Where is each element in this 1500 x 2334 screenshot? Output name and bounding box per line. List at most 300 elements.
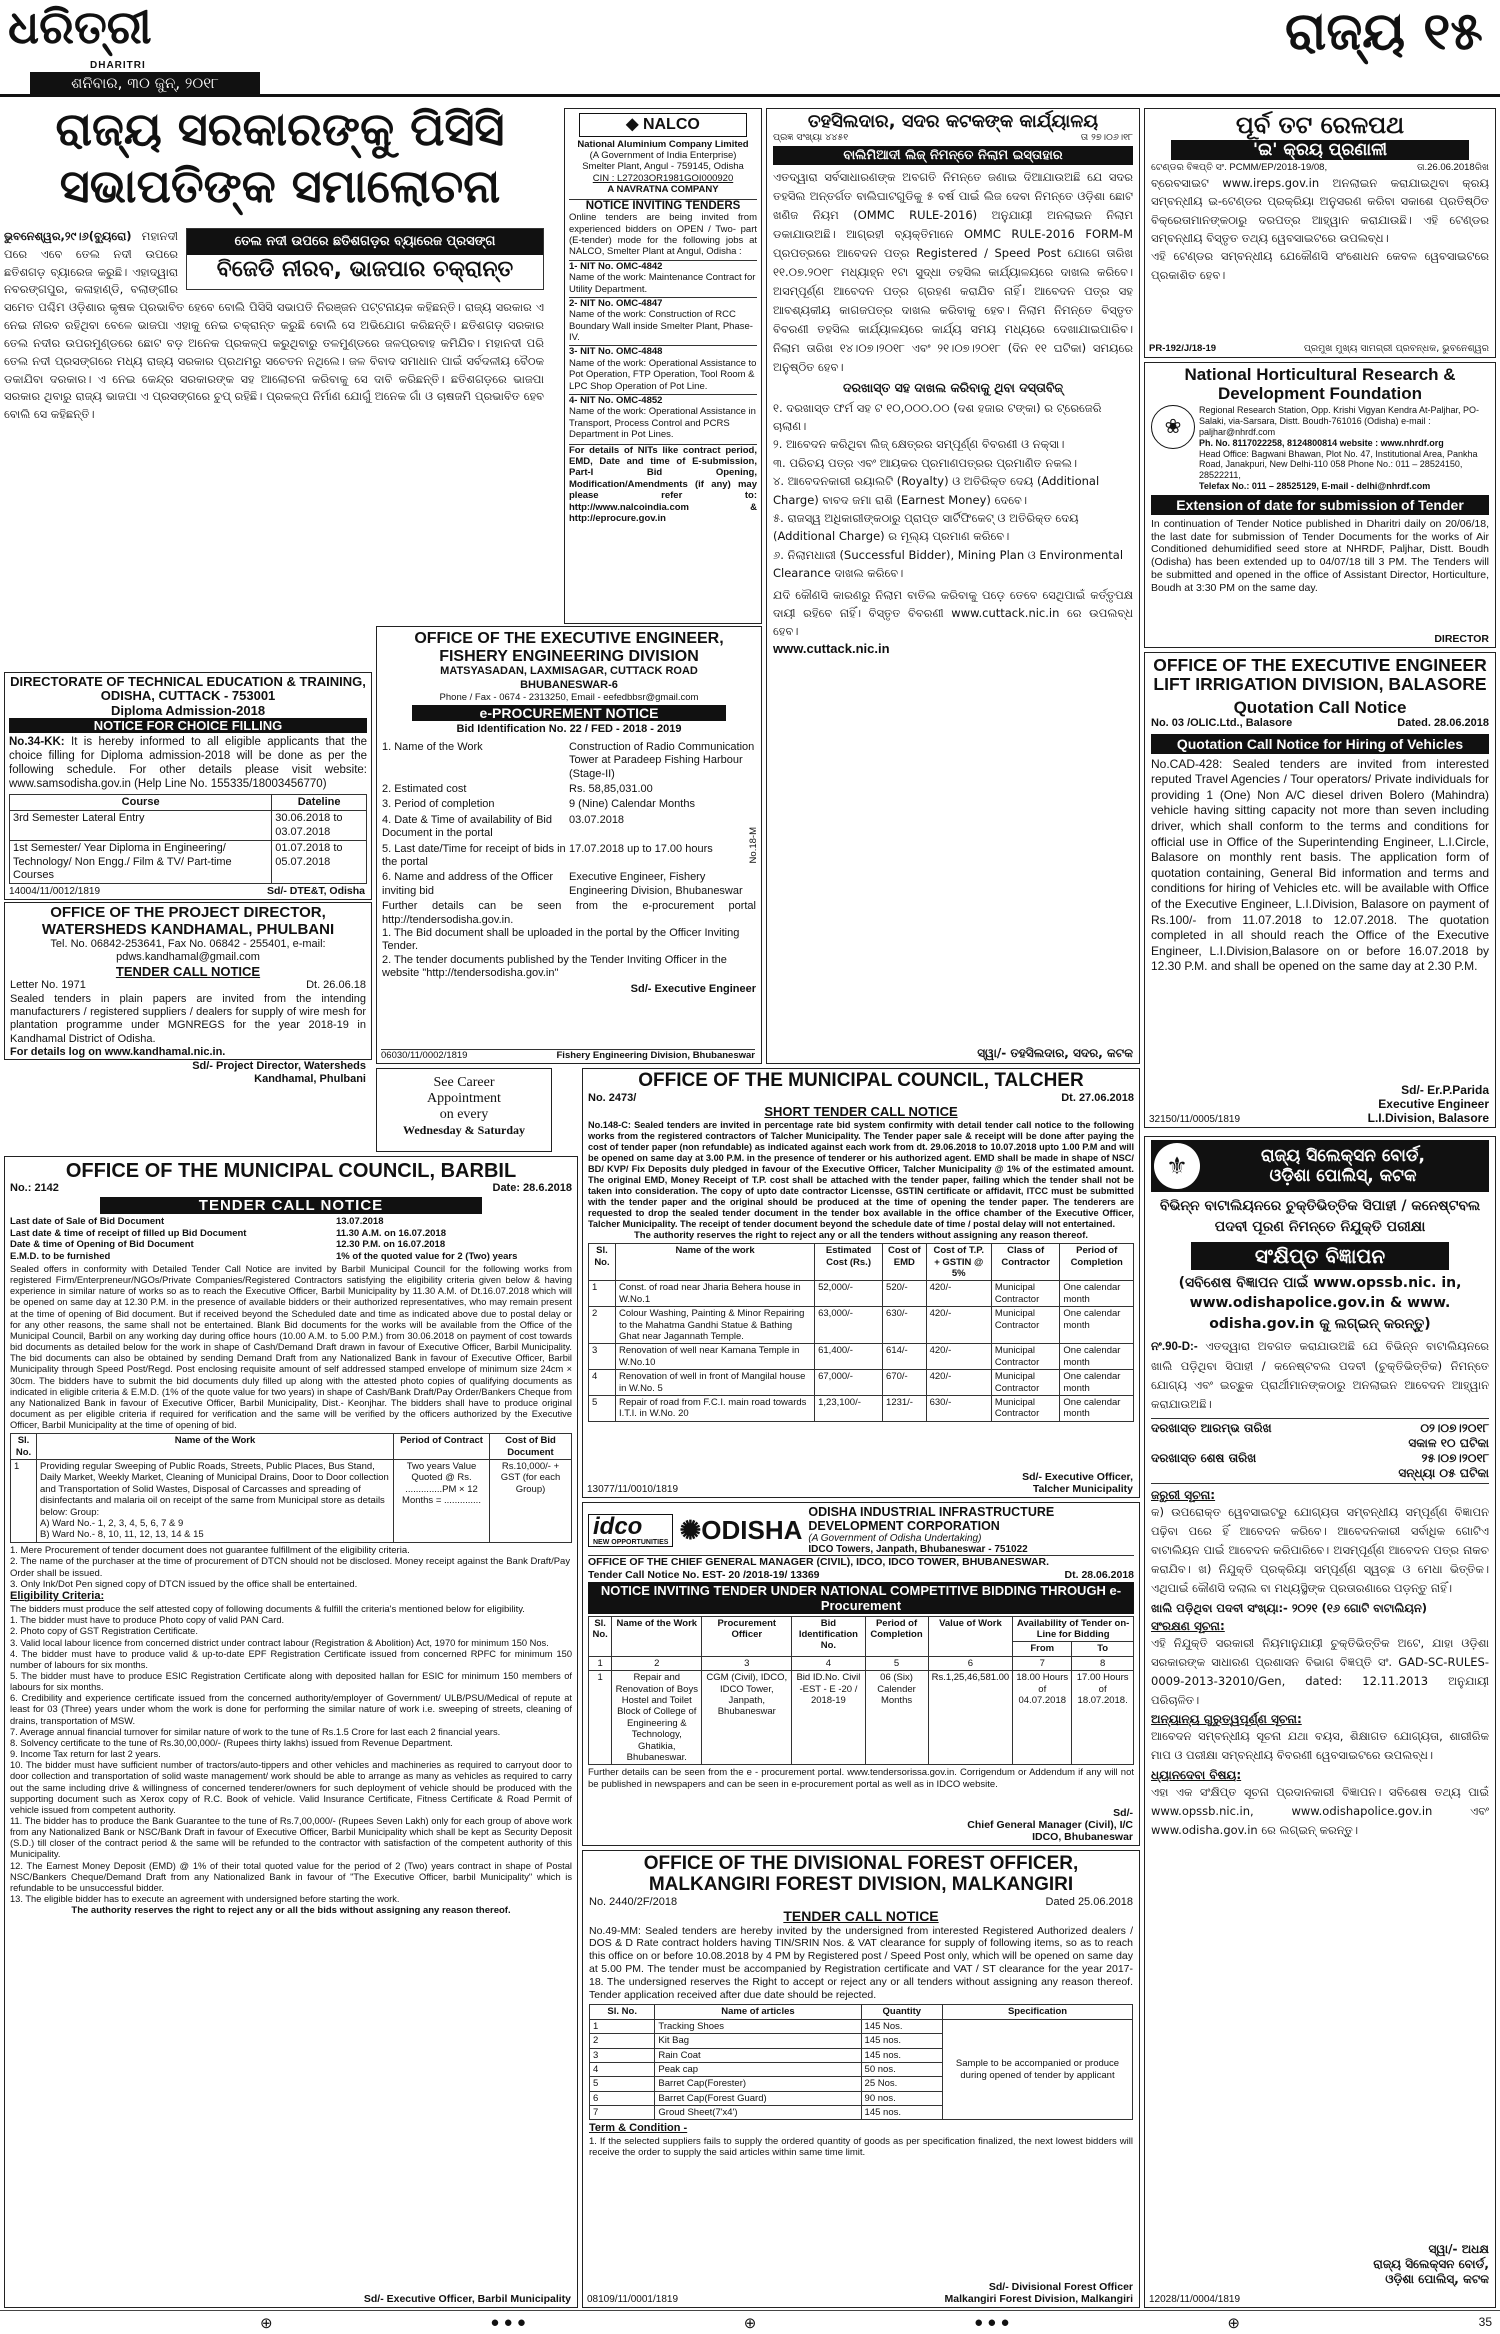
nhrdf-addr-2: Ph. No. 8117022258, 8124800814 website : www.nhrdf.org xyxy=(1199,437,1444,448)
fishery-signature: Sd/- Executive Engineer xyxy=(630,982,756,995)
police-date2-label: ଦରଖାସ୍ତ ଶେଷ ତାରିଖ xyxy=(1151,1450,1257,1465)
fishery-ref: 06030/11/0002/1819 xyxy=(381,1049,468,1061)
balasore-no-row xyxy=(1151,717,1489,730)
reg-mark-icon: ⊕ xyxy=(260,2315,273,2332)
career-line-3: on every xyxy=(439,1107,489,1122)
police-ad-wrap xyxy=(1151,1337,1489,1414)
barbil-no: No.: 2142 xyxy=(10,1182,59,1194)
table-cell: 61,400/- xyxy=(815,1344,883,1370)
fishery-ref-row xyxy=(381,1049,755,1061)
police-websites: (ସବିଶେଷ ବିଜ୍ଞାପନ ପାଇଁ www.opssb.nic. in, www.odishapolice.gov.in & www. odisha.gov.in କୁ ଲଗ୍ଇନ୍ କରନ୍ତୁ) xyxy=(1178,1275,1462,1332)
police-ad-no: ନଂ.90-D:- xyxy=(1151,1340,1198,1353)
list-item: 11. The bidder has to produce the Bank Guarantee to the tune of Rs.7,00,000/- (Rupees Seven Lakh) only for each group of above work from any Nationalized Bank or NSC/Bank Draft in favour of Executive Officer, Barbil Municipality which shall be kept as Security Deposit (S.D.) till closer of the contract period & the same will be refunded to the contractor with satisfaction of the competent authority of this Municipality. xyxy=(10,1816,572,1860)
list-item: ୨. ଆବେଦନ କରିଥିବା ଲିଜ୍ କ୍ଷେତ୍ରର ସମ୍ପୂର୍ଣ୍ଣ ବିବରଣୀ ଓ ନକ୍ସା। xyxy=(773,437,1065,452)
nhrdf-logo: ❀ xyxy=(1151,405,1195,449)
police-sig xyxy=(1373,2242,1489,2287)
nalco-govt: (A Government of India Enterprise) xyxy=(589,149,737,161)
table-header: Class of Contractor xyxy=(991,1244,1059,1281)
table-header: Cost of T.P. + GSTIN @ 5% xyxy=(926,1244,991,1281)
barbil-date-label: Last date of Sale of Bid Document xyxy=(10,1216,165,1228)
list-item xyxy=(569,345,757,392)
balasore-sig-2: Executive Engineer xyxy=(1378,1097,1489,1111)
watershed-sig-2: Kandhamal, Phulbani xyxy=(254,1072,366,1085)
table-cell: 420/- xyxy=(926,1307,991,1344)
table-header-row xyxy=(589,1244,1134,1281)
career-line-4: Wednesday & Saturday xyxy=(402,1123,526,1137)
nhrdf-addr-1: Regional Research Station, Opp. Krishi Vigyan Kendra At-Paljhar, PO-Salaki, via-Sarsara, Distt. Boudh-761016 (Odisha) e-mail : paljhar@nhrdf.com xyxy=(1199,405,1479,437)
idco-tcn-row xyxy=(588,1569,1134,1582)
police-posts: ଖାଲି ପଡ଼ିଥିବା ପଦବୀ ସଂଖ୍ୟା:- ୨୦୨୧ (୧୬ ଗୋଟି ବାଟାଲିୟନ) xyxy=(1151,1600,1427,1615)
list-item: 3. Valid local labour licence from concerned district under contract labour (Registration & Abolition) Act, 1970 for minimum 150 Nos. xyxy=(10,1637,549,1648)
railway-title: ପୂର୍ବ ତଟ ରେଳପଥ xyxy=(1235,111,1405,139)
table-cell: 4 xyxy=(589,1370,616,1396)
nalco-work: Name of the work: Operational Assistance in Transport, Process Control and PCRS Department in Pot Lines. xyxy=(569,406,756,441)
malkangiri-notice xyxy=(582,1850,1140,2308)
table-cell: 145 Nos. xyxy=(861,2019,942,2033)
balasore-sig-3: L.I.Division, Balasore xyxy=(1367,1111,1489,1125)
railway-subtitle: 'ଇ' କ୍ରୟ ପ୍ରଣାଳୀ xyxy=(1171,140,1469,160)
fishery-row-label: 1. Name of the Work xyxy=(382,740,483,753)
nalco-notice xyxy=(564,108,762,624)
fishery-contact: Phone / Fax - 0674 - 2313250, Email - eefedbbsr@gmail.com xyxy=(439,692,699,703)
table-cell: One calendar month xyxy=(1060,1395,1134,1421)
table-row xyxy=(10,841,367,884)
list-item xyxy=(382,871,756,898)
police-imp-title: ଜରୁରୀ ସୂଚନା: xyxy=(1151,1487,1216,1502)
balasore-no: No. 03 /OLIC.Ltd., Balasore xyxy=(1151,717,1293,730)
nalco-nit: 1- NIT No. OMC-4842 xyxy=(569,260,663,272)
lead-body-left xyxy=(4,228,544,668)
table-cell: Rain Coat xyxy=(655,2048,861,2062)
nhrdf-notice xyxy=(1144,362,1496,648)
watershed-letter-row xyxy=(10,979,366,992)
table-cell: One calendar month xyxy=(1060,1370,1134,1396)
table-cell: Const. of road near Jharia Behera house in W.No.1 xyxy=(615,1281,814,1307)
watershed-tender-title: TENDER CALL NOTICE xyxy=(115,963,261,979)
table-row xyxy=(589,1281,1134,1307)
tahasil-website[interactable]: www.cuttack.nic.in xyxy=(773,640,890,656)
table-cell: One calendar month xyxy=(1060,1344,1134,1370)
idco-corp-1: ODISHA INDUSTRIAL INFRASTRUCTURE xyxy=(808,1505,1055,1519)
idco-sig-2: Chief General Manager (Civil), I/C xyxy=(967,1819,1133,1831)
dte-ref: 14004/11/0012/1819 xyxy=(9,886,101,897)
table-header: Cost of EMD xyxy=(883,1244,927,1281)
nalco-items xyxy=(569,260,757,441)
watershed-letter-no: Letter No. 1971 xyxy=(10,979,86,992)
table-cell xyxy=(37,1460,394,1543)
table-header: From xyxy=(1013,1642,1072,1656)
barbil-eligibility-title: Eligibility Criteria: xyxy=(10,1590,105,1603)
table-cell: 1 xyxy=(589,1281,616,1307)
table-cell: 50 nos. xyxy=(861,2062,942,2076)
police-imp: କ) ଉପରୋକ୍ତ ୱେବସାଇଟରୁ ଯୋଗ୍ୟତା ସମ୍ବନ୍ଧୀୟ ସମ୍ପୂର୍ଣ୍ଣ ବିଜ୍ଞାପନ ପଢ଼ିବା ପରେ ହିଁ ଆବେଦନ କରିବେ। ଆବେଦନକାରୀ ସର୍ବାଧିକ ଗୋଟିଏ ବାଟାଲିୟନ ପାଇଁ ଆବେଦନ କରିପାରିବେ। ଅସମ୍ପୂର୍ଣ୍ଣ ଆବେଦନ ପତ୍ର ନାକଚ କରାଯିବ। ଖ) ନିଯୁକ୍ତି ପ୍ରକ୍ରିୟା ସମ୍ପୂର୍ଣ୍ଣ ସ୍ୱଚ୍ଛ ଓ ମେଧା ଭିତ୍ତିକ। ଏଥିପାଇଁ କୌଣସି ଦଲାଲ ବା ମଧ୍ୟସ୍ଥିଙ୍କ ପ୍ରତାରଣାରେ ପଡ଼ନ୍ତୁ ନାହିଁ। xyxy=(1151,1504,1489,1595)
list-item xyxy=(382,741,756,781)
police-title-block xyxy=(1200,1146,1486,1186)
malkangiri-date: Dated 25.06.2018 xyxy=(1045,1895,1133,1908)
police-notice xyxy=(1144,1136,1496,2308)
list-item xyxy=(382,843,756,870)
malkangiri-title-1: OFFICE OF THE DIVISIONAL FOREST OFFICER, xyxy=(643,1853,1079,1874)
lead-body: ମହାନଦୀ ପରେ ଏବେ ତେଲ ନଦୀ ଉପରେ ଛତିଶଗଡ଼ ବ୍ୟାରେଜ କରୁଛି। ଏହାଦ୍ୱାରା ନବରଙ୍ଗପୁର, କଳାହାଣ୍ଡି, ବଲାଙ୍ଗୀର ସମେତ ପଶ୍ଚିମ ଓଡ଼ିଶାର କୃଷକ ପ୍ରଭାବିତ ହେବେ ବୋଲି ପିସିସି ସଭାପତି ନିରଞ୍ଜନ ପଟ୍ଟନାୟକ କହିଛନ୍ତି। ରାଜ୍ୟ ସରକାର ଏ ନେଇ ନୀରବ ରହିଥିବା ବେଳେ ଭାଜପା ଏହାକୁ ନେଇ ଚକ୍ରାନ୍ତ କରୁଛି ବୋଲି ସେ ଅଭିଯୋଗ କରିଛନ୍ତି। ଛତିଶଗଡ଼ ସରକାର ତେଲ ନଦୀର ଉପରମୁଣ୍ଡରେ ଛୋଟ ବଡ଼ ଅନେକ ପ୍ରକଳ୍ପ କରୁଥିବାରୁ ତଳମୁଣ୍ଡରେ ଜଳପ୍ରବାହ କମିଯିବ। ମହାନଦୀ ପରି ତେଲ ନଦୀ ପ୍ରସଙ୍ଗରେ ମଧ୍ୟ ରାଜ୍ୟ ସରକାର ପ୍ରଥମରୁ ସଚେତନ ନଥିଲେ। ଜଳ ବିବାଦ ସମାଧାନ ପାଇଁ ସର୍ବଦଳୀୟ ବୈଠକ ଡକାଯିବା ଦରକାର। ଏ ନେଇ କେନ୍ଦ୍ର ସରକାରଙ୍କ ସହ ଆଲୋଚନା କରିବାକୁ ସେ ଦାବି କରିଛନ୍ତି। ଛତିଶଗଡ଼ରେ ଭାଜପା ସରକାର ଥିବାରୁ ରାଜ୍ୟ ଭାଜପା ଏ ପ୍ରସଙ୍ଗରେ ଚୁପ୍ ରହିଛି। ପ୍ରକଳ୍ପ ନିର୍ମାଣ ଯୋଗୁଁ ଅନେକ ଗାଁ ଓ ଚାଷଜମି ପ୍ରଭାବିତ ହେବ ବୋଲି ସେ କହିଛନ୍ତି। xyxy=(4,229,544,422)
police-res-title: ସଂରକ୍ଷଣ ସୂଚନା: xyxy=(1151,1618,1225,1633)
career-box xyxy=(376,1068,552,1152)
police-title-2: ଓଡ଼ିଶା ପୋଲିସ୍, କଟକ xyxy=(1269,1166,1417,1186)
table-cell: 670/- xyxy=(883,1370,927,1396)
table-cell: 520/- xyxy=(883,1281,927,1307)
malkangiri-rows xyxy=(590,2019,1133,2120)
table-cell: Kit Bag xyxy=(655,2034,861,2048)
table-row xyxy=(589,1370,1134,1396)
nalco-logo-icon: ◆ xyxy=(626,116,639,133)
barbil-notes xyxy=(10,1545,572,1591)
police-other: ଆବେଦନ ସମ୍ବନ୍ଧୀୟ ସୂଚନା ଯଥା ବୟସ, ଶିକ୍ଷାଗତ ଯୋଗ୍ୟତା, ଶାରୀରିକ ମାପ ଓ ପରୀକ୍ଷା ସମ୍ବନ୍ଧୀୟ ବିବରଣୀ ୱେବସାଇଟରେ ଉପଲବ୍ଧ। xyxy=(1151,1729,1489,1763)
balasore-title-2: LIFT IRRIGATION DIVISION, BALASORE xyxy=(1153,674,1487,695)
nalco-intro: Online tenders are being invited from experienced bidders on OPEN / Two- part (E-tender) mode for the following jobs at NALCO, Smelter Plant at Angul, Odisha : xyxy=(569,212,757,258)
nhrdf-addr-3: Head Office: Bagwani Bhawan, Plot No. 47, Institutional Area, Pankha Road, Janakpuri, New Delhi-110 058 Phone No.: 011 – 28524150, 28522211, xyxy=(1199,448,1478,481)
idco-corp-4: IDCO Towers, Janpath, Bhubaneswar - 751022 xyxy=(808,1544,1028,1555)
fishery-further: Further details can be seen from the e-procurement portal http://tendersodisha.gov.in. xyxy=(382,900,756,926)
idco-corp xyxy=(808,1505,1134,1555)
table-cell: 17.00 Hours of 18.07.2018. xyxy=(1072,1671,1134,1765)
balasore-sig xyxy=(1368,1083,1489,1125)
balasore-bar: Quotation Call Notice for Hiring of Vehicles xyxy=(1151,734,1489,754)
barbil-no-row xyxy=(10,1182,572,1195)
reg-mark-icon: ● ● ● xyxy=(490,2314,526,2331)
barbil-title: OFFICE OF THE MUNICIPAL COUNCIL, BARBIL xyxy=(65,1160,517,1182)
idco-table xyxy=(588,1616,1134,1766)
idco-logo xyxy=(588,1514,673,1547)
list-item: ୩. ପରିଚୟ ପତ୍ର ଏବଂ ଆୟକର ପ୍ରମାଣପତ୍ରର ପ୍ରମାଣିତ ନକଲ। xyxy=(773,455,1078,470)
table-cell: Repair and Renovation of Boys Hostel and Toilet Block of College of Engineering & Technology, Ghatikia, Bhubaneswar. xyxy=(612,1671,702,1765)
malkangiri-body: No.49-MM: Sealed tenders are hereby invited by the undersigned from interested Registered Authorized dealers / DOS & D Rate contract holders having TIN/SRIN Nos. & VAT clearance for supply of following items, so as to reach this office on or before 10.08.2018 by 4 PM by Registered post / Speed Post only, which will be opened on same day at 5.00 PM. The tender must be accompanied by Registration certificate and VAT / ST clearance for the year 2017-18. The undersigned reserves the Right to accept or reject any or all tenders without assigning any reason thereof. Tender application received after due date should be rejected. xyxy=(589,1924,1133,2001)
table-row xyxy=(589,1656,1134,1670)
table-cell: 4 xyxy=(792,1656,865,1670)
list-item: 2. Photo copy of GST Registration Certificate. xyxy=(10,1626,198,1637)
list-item: 1. Mere Procurement of tender document does not guarantee fulfillment of the eligibility criteria. xyxy=(10,1544,410,1556)
table-row xyxy=(590,2019,1133,2033)
idco-bar: NOTICE INVITING TENDER UNDER NATIONAL COMPETITIVE BIDDING THROUGH e-Procurement xyxy=(588,1582,1134,1614)
barbil-date-value: 13.07.2018 xyxy=(335,1216,384,1228)
railway-notice xyxy=(1144,108,1496,358)
table-cell: 1231/- xyxy=(883,1395,927,1421)
table-cell: 1 xyxy=(589,1656,612,1670)
idco-logo-text: idco xyxy=(593,1512,643,1540)
idco-sig-1: Sd/- xyxy=(1113,1807,1133,1819)
police-note: ଏହା ଏକ ସଂକ୍ଷିପ୍ତ ସୂଚନା ପ୍ରଦାନକାରୀ ବିଜ୍ଞାପନ। ସବିଶେଷ ତଥ୍ୟ ପାଇଁ www.opssb.nic.in, www.odishapolice.gov.in ଏବଂ www.odisha.gov.in ରେ ଲଗ୍ଇନ୍ କରନ୍ତୁ। xyxy=(1151,1785,1489,1838)
nalco-work: Name of the work: Operational Assistance to Pot Operation, FTP Operation, Tool Room & LPC Shop Operation of Pot Line. xyxy=(569,357,757,392)
nalco-navratna: A NAVRATNA COMPANY xyxy=(607,184,719,196)
nalco-cin: CIN : L27203OR1981GOI000920 xyxy=(592,172,734,184)
logo-sub: DHARITRI xyxy=(90,60,146,71)
lead-dateline: ଭୁବନେଶ୍ୱର,୨୯।୬(ବ୍ୟୁରୋ) xyxy=(4,229,132,243)
nhrdf-bar: Extension of date for submission of Tender xyxy=(1151,495,1489,515)
lead-kicker: ତେଲ ନଦୀ ଉପରେ ଛତିଶଗଡ଼ର ବ୍ୟାରେଜ ପ୍ରସଙ୍ଗ xyxy=(187,229,543,255)
malkangiri-title-2: MALKANGIRI FOREST DIVISION, MALKANGIRI xyxy=(648,1873,1074,1895)
police-dates xyxy=(1151,1418,1489,1484)
nalco-work: Name of the work: Maintenance Contract for Utility Department. xyxy=(569,272,756,295)
list-item: 8. Solvency certificate to the tune of Rs.30,00,000/- (Rupees thirty lakhs) issued from Revenue Department. xyxy=(10,1737,453,1748)
table-cell: Groud Sheet(7'x4') xyxy=(655,2106,861,2120)
talcher-sig-1: Sd/- Executive Officer, xyxy=(1022,1471,1133,1483)
list-item: ୫. ରାଜସ୍ୱ ଅଧିକାରୀଙ୍କଠାରୁ ପ୍ରାପ୍ତ ସାର୍ଟିଫିକେଟ୍ ଓ ଅତିରିକ୍ତ ଦେୟ (Additional Charge) ର ମୂଲ୍ୟ ପ୍ରମାଣ କରିବେ। xyxy=(773,510,1079,544)
table-row xyxy=(589,1344,1134,1370)
watershed-date: Dt. 26.06.18 xyxy=(306,979,366,992)
watershed-details: For details log on www.kandhamal.nic.in. xyxy=(10,1046,226,1059)
table-cell: Bid ID.No. Civil -EST - E -20 / 2018-19 xyxy=(792,1671,865,1765)
dte-table xyxy=(9,794,367,884)
masthead-rule xyxy=(0,94,1500,97)
railway-footer xyxy=(1149,343,1489,354)
police-date2: ୨୫।୦୭।୨୦୧୮ xyxy=(1421,1450,1489,1465)
fishery-bid-id: Bid Identification No. 22 / FED - 2018 - 2019 xyxy=(456,723,682,736)
lead-headline-2: ସଭାପତିଙ୍କ ସମାଲୋଚନା xyxy=(59,158,501,213)
table-cell: Municipal Contractor xyxy=(991,1344,1059,1370)
dte-col-course: Course xyxy=(10,794,272,810)
table-header: To xyxy=(1072,1642,1134,1656)
fishery-title-2: FISHERY ENGINEERING DIVISION xyxy=(439,647,699,665)
table-cell: Rs.1,25,46,581.00 xyxy=(928,1671,1013,1765)
malkangiri-sig xyxy=(945,2281,1133,2305)
table-header: Value of Work xyxy=(928,1616,1013,1656)
lead-story xyxy=(0,100,560,670)
talcher-notice xyxy=(582,1068,1140,1498)
table-header: Bid Identification No. xyxy=(792,1616,865,1656)
malkangiri-terms-title: Term & Condition - xyxy=(589,2122,688,2135)
balasore-body: No.CAD-428: Sealed tenders are invited from interested reputed Travel Agencies / Tour operators/ Private individuals for providing 1 (One) Non A/C diesel driven Bolero (Mahindra) vehicle having sitting capacity not more than seven including driver, which shall conform to the terms and conditions for official use in Office of the Superintending Engineer, L.I.Circle, Balasore on monthly rent basis. The application form of quotation containing, General Bid information and terms and conditions for hiring of Vehicles etc. will be available with Office of the Executive Engineer, L.I.Division, Balasore on payment of Rs.100/- from 11.07.2018 to 12.07.2018. The quotation completed in all should reach the Office of the Executive Engineer, L.I.Division,Balasore on or before 16.07.2018 by 12.30 P.M. and shall be opened on the same day at 2.30 P.M. xyxy=(1151,756,1489,974)
list-item: 5. The bidder must have to produce ESIC Registration Certificate along with deposited hallan for ESIC for minimum 150 members of labours for six months. xyxy=(10,1670,572,1693)
career-line-2: Appointment xyxy=(427,1091,501,1106)
police-note-title: ଧ୍ୟାନଦେବା ବିଷୟ: xyxy=(1151,1768,1242,1783)
career-line-1: See Career xyxy=(433,1075,495,1090)
barbil-criteria xyxy=(10,1615,572,1905)
list-item: ୧. ଦରଖାସ୍ତ ଫର୍ମ ସହ ଟ ୧୦,୦୦୦.୦୦ (ଦଶ ହଜାର ଟଙ୍କା) ର ଟ୍ରେଜେରି ଚାଲାଣ। xyxy=(773,400,1102,433)
table-header: Period of Completion xyxy=(865,1616,928,1656)
table-cell: Municipal Contractor xyxy=(991,1395,1059,1421)
fishery-ref-2: Fishery Engineering Division, Bhubaneswar xyxy=(556,1049,755,1061)
table-row xyxy=(589,1395,1134,1421)
table-header: Sl. No. xyxy=(589,1244,616,1281)
barbil-body: Sealed offers in conformity with Detailed Tender Call Notice are invited by Barbil Municipal Council for the following works from registered Firm/Enterpreneur/NGOs/Private Companies/Registered Contractors satisfying the eligibility criteria given below & having experience in similar nature of works so as to reach the Executive Officer, Barbil Municipality by 11.30 A.M. of Dt.16.07.2018 which will be opened on same day at 12.30 P.M. in the presence of available bidders or their authorized representatives, who may remain present at the time of opening of Bid document. But if received beyond the Scheduled date and time as indicated above due to postal delay or for any other reasons, the same shall not be entertained. Blank Bid documents for the works will be available from the Office of the Municipal Council, Barbil on any working day during office hours (10.00 A.M. to 5.00 P.M.) from 30.06.2018 on payment of cost towards bid documents as detailed below for the work in shape of Cash/Demand Draft drawn in favour of Executive Officer, Barbil Municipality. The bid documents can also be obtained by sending Demand Draft from any Nationalized Bank in favour of Executive Officer, Barbil Municipality through Speed Post/Regd. Post enclosing requisite amount of self addressed stamped envelope of minimum size 24cm × 30cm. The bidders have to submit the bid documents duly filled up along with the attested photo copies of qualifying documents as indicated in eligible criteria & E.M.D. (1% of the quote value for two years) in shape of Cash/Bank Draft/Pay Order/Bankers Cheque from any Nationalized Bank in favour of Executive Officer, Barbil Municipality, Dist.- Keonjhar. The bidders shall have to produce original document as per eligible criteria if required for verification and the same will be verified by the officers authorized by the Executive Officer, Barbil Municipality at the time of opening of bid. xyxy=(10,1263,572,1431)
railway-signature: ପ୍ରମୁଖ ମୁଖ୍ୟ ସାମଗ୍ରୀ ପ୍ରବନ୍ଧକ, ଭୁବନେଶ୍ୱର xyxy=(1303,342,1489,354)
idco-header xyxy=(588,1505,1134,1555)
list-item: 12. The Earnest Money Deposit (EMD) @ 1% of their total quoted value for the period of 2 (Two) years contract in shape of Postal NSC/Bankers Cheque/Demand Draft from any Nationalized Bank in favour of "The Executive Officer, barbil Municipality" which is refundable to be unsuccessful bidder. xyxy=(10,1860,572,1893)
table-cell: Rs.10,000/- + GST (for each Group) xyxy=(490,1460,572,1543)
fishery-row-value: Rs. 58,85,031.00 xyxy=(569,783,653,796)
nhrdf-title: National Horticultural Research & Development Foundation xyxy=(1184,365,1456,403)
table-header: Name of articles xyxy=(655,2005,861,2019)
table-header: Sl. No. xyxy=(11,1434,37,1460)
table-cell: 4 xyxy=(590,2062,655,2076)
talcher-no: No. 2473/ xyxy=(588,1091,637,1104)
table-header: Period of Completion xyxy=(1060,1244,1134,1281)
table-cell: 67,000/- xyxy=(815,1370,883,1396)
dte-subtitle-1: Diploma Admission-2018 xyxy=(110,702,266,718)
table-cell: 145 nos. xyxy=(861,2048,942,2062)
malkangiri-sig-1: Sd/- Divisional Forest Officer xyxy=(988,2281,1133,2293)
watershed-title-1: OFFICE OF THE PROJECT DIRECTOR, xyxy=(50,904,326,921)
dte-subtitle-2: NOTICE FOR CHOICE FILLING xyxy=(9,718,367,733)
table-cell: 3 xyxy=(702,1656,792,1670)
table-cell: 3rd Semester Lateral Entry xyxy=(10,811,272,841)
list-item xyxy=(382,798,756,811)
table-header: Name of the work xyxy=(615,1244,814,1281)
table-cell: 63,000/- xyxy=(815,1307,883,1344)
list-item: 7. Average annual financial turnover for similar nature of work to the tune of Rs.1.5 Crore for last each 2 financial years. xyxy=(10,1726,501,1737)
table-cell: 2 xyxy=(590,2034,655,2048)
fishery-address: MATSYASADAN, LAXMISAGAR, CUTTACK ROAD xyxy=(440,665,698,678)
fishery-note-2: 2. The tender documents published by the Tender Inviting Officer in the website "http://tendersodisha.gov.in" xyxy=(382,953,727,980)
odisha-logo-text: ODISHA xyxy=(701,1514,803,1545)
table-cell: Peak cap xyxy=(655,2062,861,2076)
nalco-work: Name of the work: Construction of RCC Boundary Wall inside Smelter Plant, Phase-IV. xyxy=(569,309,753,344)
barbil-date-label: Last date & time of receipt of filled up Bid Document xyxy=(10,1227,247,1239)
talcher-title: OFFICE OF THE MUNICIPAL COUNCIL, TALCHER xyxy=(638,1070,1084,1091)
section-title xyxy=(1285,2,1483,63)
dte-signature: Sd/- DTE&T, Odisha xyxy=(266,885,365,897)
police-ref: 12028/11/0004/1819 xyxy=(1149,2294,1241,2305)
table-cell: 25 Nos. xyxy=(861,2077,942,2091)
list-item: 1. The bidder must have to produce Photo copy of valid PAN Card. xyxy=(10,1615,285,1626)
talcher-no-row xyxy=(588,1092,1134,1105)
railway-body-2: ଏହି ଟେଣ୍ଡର ସମ୍ବନ୍ଧୀୟ ଯେକୌଣସି ସଂଶୋଧନ କେବଳ ୱେବସାଇଟରେ ପ୍ରକାଶିତ ହେବ। xyxy=(1151,249,1489,282)
talcher-authority: The authority reserves the right to reject any or all the tenders without assigning any reason thereof. xyxy=(634,1229,1088,1241)
table-cell: Sample to be accompanied or produce during opened of tender by applicant xyxy=(943,2019,1133,2120)
fishery-side-label: No.18-M xyxy=(747,827,759,864)
barbil-date-label: E.M.D. to be furnished xyxy=(10,1250,111,1262)
table-cell: 6 xyxy=(928,1656,1013,1670)
police-res: ଏହି ନିଯୁକ୍ତି ସରକାରୀ ନିୟମାନୁଯାୟୀ ଚୁକ୍ତିଭିତ୍ତିକ ଅଟେ, ଯାହା ଓଡ଼ିଶା ସରକାରଙ୍କ ସାଧାରଣ ପ୍ରଶାସନ ବିଭାଗ ବିଜ୍ଞପ୍ତି ସଂ. GAD-SC-RULES-0009-2013-32010/Gen, dated: 12.11.2013 ଅନୁଯାୟୀ ପରିଚାଳିତ। xyxy=(1151,1635,1489,1707)
table-cell: 2 xyxy=(589,1307,616,1344)
table-cell: 90 nos. xyxy=(861,2091,942,2105)
police-time1: ସକାଳ ୧୦ ଘଟିକା xyxy=(1408,1435,1489,1450)
nhrdf-address-block xyxy=(1151,405,1489,491)
malkangiri-terms: 1. If the selected suppliers fails to supply the ordered quantity of goods as per specification finalized, the next lowest bidders will receive the order to supply the said articles within same time limit. xyxy=(589,2135,1133,2159)
list-item xyxy=(382,814,756,841)
barbil-date-label: Date & time of Opening of Bid Document xyxy=(10,1239,194,1251)
tahasil-docs-title: ଦରଖାସ୍ତ ସହ ଦାଖଲ କରିବାକୁ ଥିବା ଦସ୍ତାବିଜ୍ xyxy=(842,379,1064,395)
barbil-table xyxy=(10,1433,572,1543)
registration-marks xyxy=(260,2314,1240,2332)
tahasil-body: ଏତଦ୍ୱାରା ସର୍ବସାଧାରଣଙ୍କ ଅବଗତି ନିମନ୍ତେ ଜଣାଇ ଦିଆଯାଉଅଛି ଯେ ସଦର ତହସିଲ ଅନ୍ତର୍ଗତ ବାଲିଘାଟଗୁଡିକୁ ୫ ବର୍ଷ ପାଇଁ ଲିଜ ଦେବା ନିମନ୍ତେ ଓଡ଼ିଶା ଛୋଟ ଖଣିଜ ନିୟମ (OMMC RULE-2016) ଅନୁଯାୟୀ ଅନଲାଇନ ନିଲାମ ଡକାଯାଉଅଛି। ଆଗ୍ରହୀ ବ୍ୟକ୍ତିମାନେ OMMC RULE-2016 FORM-M ପ୍ରପତ୍ରରେ ଆବେଦନ ପତ୍ର Registered / Speed Post ଯୋଗେ ତାରିଖ ୧୧.୦୭.୨୦୧୮ ମଧ୍ୟାହ୍ନ ୧ଟା ସୁଦ୍ଧା ତହସିଲ କାର୍ଯ୍ୟାଳୟରେ ଦାଖଲ କରିବେ। ଅସମ୍ପୂର୍ଣ୍ଣ ଆବେଦନ ପତ୍ର ଗ୍ରହଣ କରାଯିବ ନାହିଁ। ଆବେଦନ ପତ୍ର ସହ ଆବଶ୍ୟକୀୟ କାଗଜପତ୍ର ଦାଖଲ କରିବାକୁ ହେବ। ନିଲାମ ନିମନ୍ତେ ବିସ୍ତୃତ ବିବରଣୀ ତହସିଲ କାର୍ଯ୍ୟାଳୟରେ କାର୍ଯ୍ୟ ସମୟ ମଧ୍ୟରେ ଦେଖାଯାଇପାରିବ। ନିଲାମ ତାରିଖ ୧୪।୦୭।୨୦୧୮ ଏବଂ ୨୧।୦୭।୨୦୧୮ (ଦିନ ୧୧ ଘଟିକା) ସମୟରେ ଅନୁଷ୍ଠିତ ହେବ। xyxy=(773,170,1133,374)
fishery-title-1: OFFICE OF THE EXECUTIVE ENGINEER, xyxy=(414,630,724,647)
tahasil-signature: ସ୍ୱା/- ତହସିଲଦାର, ସଦର, କଟକ xyxy=(977,1046,1133,1060)
barbil-date-value: 12.30 P.M. on 16.07.2018 xyxy=(335,1239,446,1251)
lead-subhead: ବିଜେଡି ନୀରବ, ଭାଜପାର ଚକ୍ରାନ୍ତ xyxy=(216,257,514,283)
table-cell: One calendar month xyxy=(1060,1307,1134,1344)
barbil-notice xyxy=(4,1156,578,2308)
page-number: ୧୫ xyxy=(1423,2,1483,62)
fishery-row-value: 9 (Nine) Calendar Months xyxy=(569,798,695,811)
watershed-sig-1: Sd/- Project Director, Watersheds xyxy=(192,1059,366,1072)
railway-body-1: ବ୍ରେବସାଇଟ www.ireps.gov.in ଅନଲାଇନ କରାଯାଇଥିବା କ୍ରୟ ସମ୍ବନ୍ଧୀୟ ଇ-ଟେଣ୍ଡର ପ୍ରକ୍ରିୟା ଅନୁସରଣ କରିବା ସକାଶେ ପ୍ରତିଷ୍ଠିତ ବିକ୍ରେତାମାନଙ୍କଠାରୁ ଦରପତ୍ର ଆହ୍ୱାନ କରାଯାଉଛି। ଏହି ଟେଣ୍ଡର ସମ୍ବନ୍ଧୀୟ ବିସ୍ତୃତ ତଥ୍ୟ ୱେବସାଇଟରେ ଉପଲବ୍ଧ। xyxy=(1151,175,1489,245)
nhrdf-address xyxy=(1199,405,1489,491)
nhrdf-body: In continuation of Tender Notice published in Dharitri daily on 20/06/18, the last date for submission of Tender Documents for the works of Air Conditioned dehumidified seed store at NHRDF, Paljhar, Distt. Boudh (Odisha) has been extended up to 04/07/18 till 3 PM. The Tenders will be submitted and opened in the office of Assistant Director, Horticulture, Boudh at 3:30 PM on the same day. xyxy=(1151,517,1489,594)
logo: ଧରିତ୍ରୀ xyxy=(8,0,152,54)
police-date1-label: ଦରଖାସ୍ତ ଆରମ୍ଭ ତାରିଖ xyxy=(1151,1420,1272,1435)
footer-page-number: 35 xyxy=(1478,2315,1492,2329)
idco-logo-sub: NEW OPPORTUNITIES xyxy=(593,1538,669,1546)
balasore-ref: 32150/11/0005/1819 xyxy=(1149,1114,1241,1125)
fishery-row-label: 6. Name and address of the Officer inviting bid xyxy=(382,871,553,897)
list-item xyxy=(569,394,757,441)
table-cell: 1 xyxy=(11,1460,37,1543)
nalco-footer: For details of NITs like contract period, EMD, Date and time of E-submission, Part-I Bid Opening, Modification/Amendments (if any) may please refer to: http://www.nalcoindia.com & http://eprocure.gov.in xyxy=(569,444,757,524)
police-other-title: ଅନ୍ୟାନ୍ୟ ଗୁରୁତ୍ୱପୂର୍ଣ୍ଣ ସୂଚନା: xyxy=(1151,1712,1302,1727)
lead-subhead-box xyxy=(186,228,544,290)
balasore-sig-1: Sd/- Er.P.Parida xyxy=(1401,1083,1489,1097)
nalco-nit: 3- NIT No. OMC-4848 xyxy=(569,346,663,358)
barbil-ward-a: A) Ward No.- 1, 2, 3, 4, 5, 6, 7 & 9 xyxy=(40,1518,184,1530)
idco-notice xyxy=(582,1502,1140,1846)
table-cell: Colour Washing, Painting & Minor Repairing to the Mahatma Gandhi Statue & Bathing Ghat near Jagannath Temple. xyxy=(615,1307,814,1344)
tahasil-date: ତା ୨୭।୦୬।୧୮ xyxy=(1080,131,1133,143)
table-cell: 3 xyxy=(589,1344,616,1370)
police-sig-3: ଓଡ଼ିଶା ପୋଲିସ୍, କଟକ xyxy=(1385,2272,1489,2286)
table-cell: 420/- xyxy=(926,1370,991,1396)
table-header: Sl. No. xyxy=(590,2005,655,2019)
lead-headline-1: ରାଜ୍ୟ ସରକାରଙ୍କୁ ପିସିସି xyxy=(55,102,505,156)
fishery-city: BHUBANESWAR-6 xyxy=(520,678,618,691)
tahasil-bar: ବାଲିମିଆଦୀ ଲିଜ୍ ନିମନ୍ତେ ନିଲାମ ଇସ୍ତାହାର xyxy=(773,146,1133,165)
list-item xyxy=(10,1239,572,1250)
table-cell: 5 xyxy=(590,2077,655,2091)
table-cell: Municipal Contractor xyxy=(991,1307,1059,1344)
fishery-row-label: 2. Estimated cost xyxy=(382,783,467,796)
table-header: Period of Contract xyxy=(394,1434,490,1460)
table-cell: 06 (Six) Calender Months xyxy=(865,1671,928,1765)
list-item: ୬. ନିଲାମଧାରୀ (Successful Bidder), Mining Plan ଓ Environmental Clearance ଦାଖଲ କରିବେ। xyxy=(773,547,1124,581)
tahasil-ref-row xyxy=(773,132,1133,143)
fishery-row-label: 3. Period of completion xyxy=(382,798,495,811)
watershed-notice xyxy=(4,902,372,1085)
list-item: 9. Income Tax return for last 2 years. xyxy=(10,1749,161,1760)
table-cell: 614/- xyxy=(883,1344,927,1370)
list-item: 10. The bidder must have sufficient number of tractors/auto-tippers and other vehicles and machineries as required to carryout door to door collection and transportation of solid waste management/ work should be able to arrange as many as vehicles as required to carry out the same including drive & willingness of concerned tenderer/owners for such deployment of vehicle should be produced with the supporting document such as Xerox copy of R.C. Book of vehicle. Valid Insurance Certificate, Fitness Certificate & Road Permit of vehicle issued from competent authority. xyxy=(10,1760,572,1815)
table-cell: 8 xyxy=(1072,1656,1134,1670)
idco-tcn: Tender Call Notice No. EST- 20 /2018-19/ 13369 xyxy=(588,1568,820,1581)
police-time2: ସନ୍ଧ୍ୟା ୦୫ ଘଟିକା xyxy=(1398,1465,1489,1480)
idco-footer: Further details can be seen from the e - procurement portal. www.tendersorissa.gov.in. Corrigendum or Addendum if any will not be published in newspapers and can be seen in e-procurement portal as well as in IDCO website. xyxy=(588,1767,1134,1790)
table-cell: 01.07.2018 to 05.07.2018 xyxy=(272,841,367,884)
tahasil-docs xyxy=(773,399,1133,583)
table-cell: 1 xyxy=(590,2019,655,2033)
police-sig-2: ରାଜ୍ୟ ସିଲେକ୍ସନ ବୋର୍ଡ, xyxy=(1373,2257,1489,2271)
table-header-row xyxy=(11,1434,572,1460)
table-cell: 3 xyxy=(590,2048,655,2062)
table-header: Procurement Officer xyxy=(702,1616,792,1656)
malkangiri-no-row xyxy=(589,1896,1133,1909)
table-header: Name of the Work xyxy=(612,1616,702,1656)
police-bar: ସଂକ୍ଷିପ୍ତ ବିଜ୍ଞାପନ xyxy=(1191,1242,1449,1270)
table-cell: 2 xyxy=(612,1656,702,1670)
talcher-ref: 13077/11/0010/1819 xyxy=(587,1484,679,1495)
balasore-title-1: OFFICE OF THE EXECUTIVE ENGINEER xyxy=(1153,655,1487,675)
table-cell: 145 nos. xyxy=(861,2034,942,2048)
table-cell: Barret Cap(Forester) xyxy=(655,2077,861,2091)
watershed-title-2: WATERSHEDS KANDHAMAL, PHULBANI xyxy=(41,920,335,938)
nalco-logo xyxy=(579,113,747,137)
dte-col-date: Dateline xyxy=(272,794,367,810)
police-date-row-2 xyxy=(1151,1451,1489,1466)
balasore-notice xyxy=(1144,652,1496,1128)
fishery-row-value: 17.07.2018 up to 17.00 hours xyxy=(569,842,713,855)
table-cell: 5 xyxy=(589,1395,616,1421)
odisha-logo-icon: ✺ xyxy=(679,1514,702,1545)
railway-pr: PR-192/J/18-19 xyxy=(1149,342,1217,354)
police-header xyxy=(1151,1140,1489,1192)
list-item xyxy=(569,260,757,295)
fishery-row-value: Executive Engineer, Fishery Engineering Division, Bhubaneswar xyxy=(569,871,743,897)
